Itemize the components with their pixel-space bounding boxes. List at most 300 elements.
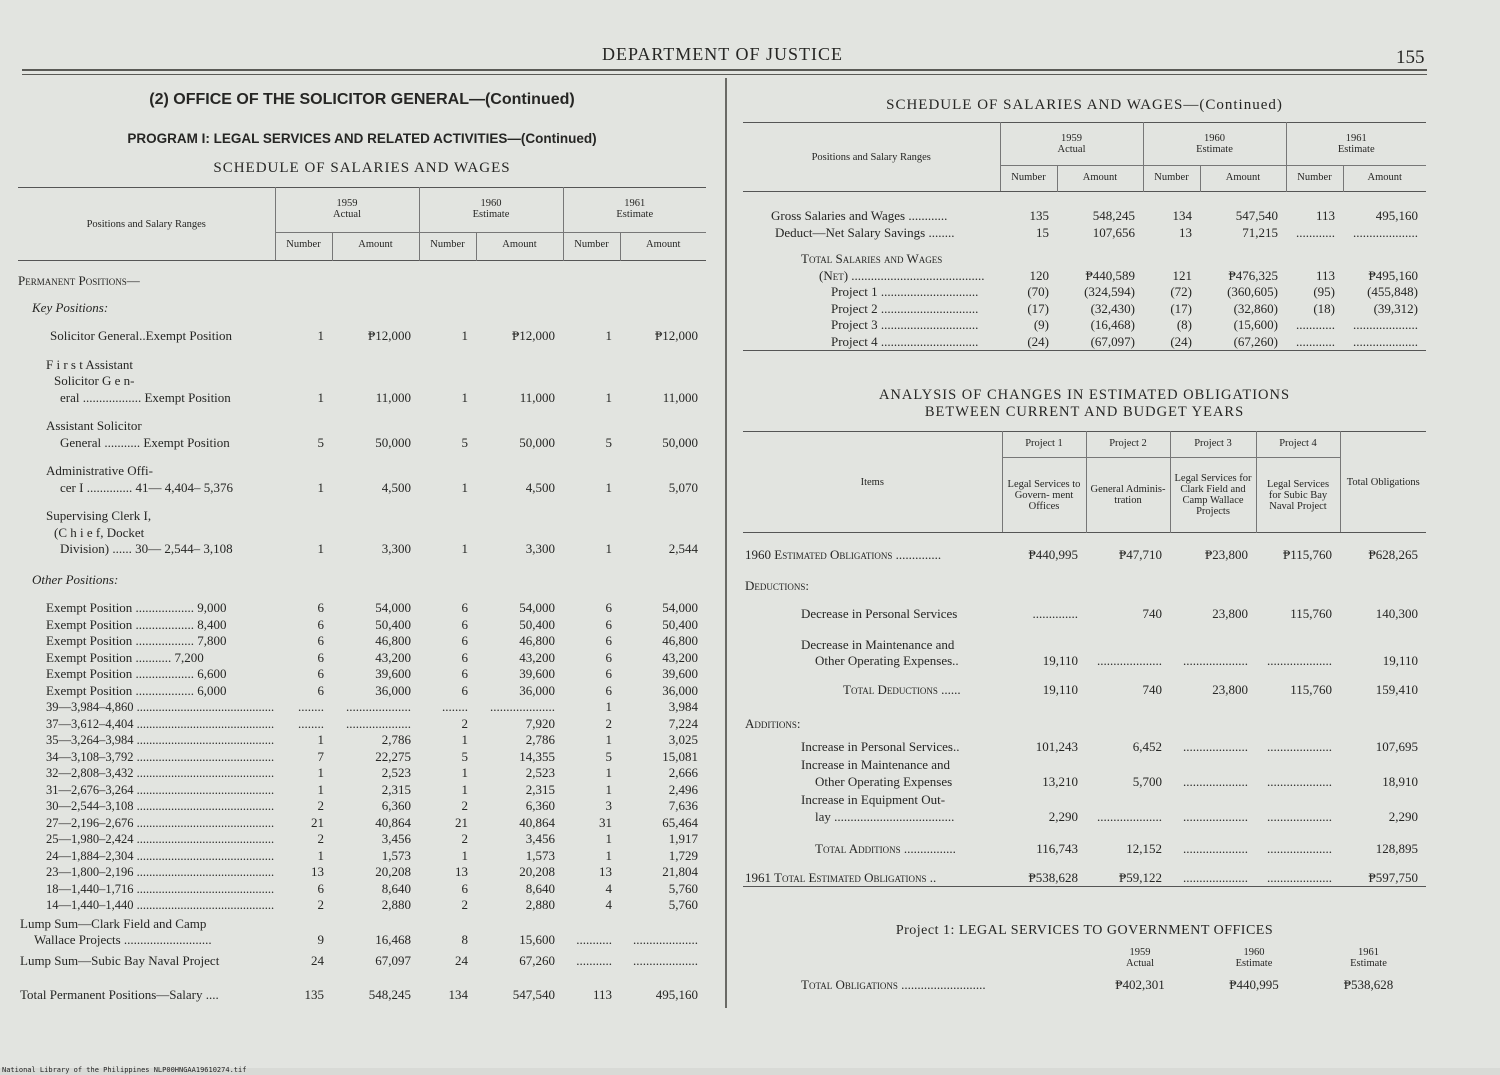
cell-value: 6,360: [525, 798, 555, 813]
items-header: Items: [743, 432, 1002, 533]
page-number: 155: [1396, 47, 1425, 68]
cell-value: 2,496: [668, 781, 698, 797]
row-label: [18, 716, 275, 733]
project-salary-row: [743, 317, 1426, 334]
cell-value: 740: [1142, 681, 1162, 697]
cell-value: ....................: [1267, 773, 1332, 789]
col-amount: Amount: [1057, 166, 1143, 192]
deductions-heading: Deductions:: [745, 577, 809, 593]
row-label: (Net) .........................................: [819, 267, 985, 283]
cell-value: 1: [317, 328, 324, 343]
cell-value: 46,800: [375, 633, 411, 648]
row-label-line: 37—3,612–4,404 ............................................: [46, 716, 275, 731]
cell-value: 115,760: [1290, 606, 1332, 621]
program-title: PROGRAM I: LEGAL SERVICES AND RELATED ACTIVITIES—(Continued): [127, 131, 597, 146]
cell-value: (17): [1027, 300, 1049, 316]
row-label: [18, 749, 275, 766]
cell-value: 2,786: [381, 732, 411, 747]
addition-row: [743, 733, 1426, 756]
row-label-line: Lump Sum—Clark Field and Camp: [20, 915, 207, 931]
page-header-title: DEPARTMENT OF JUSTICE: [602, 44, 843, 64]
cell-value: 14,355: [519, 748, 555, 764]
p1-total-1959: ₱402,301: [1115, 977, 1165, 992]
row-label-line: Exempt Position .................. 6,600: [46, 666, 227, 681]
cell-value: ₱115,760: [1283, 547, 1332, 562]
cell-value: 1: [605, 389, 612, 405]
cell-value: 3,456: [525, 831, 555, 846]
cell-value: (17): [1170, 300, 1192, 316]
cell-value: ....................: [1097, 808, 1162, 824]
cell-value: ...........: [576, 952, 612, 968]
deduction-row: [743, 594, 1426, 623]
cell-value: 1,729: [668, 847, 698, 863]
additions-heading: Additions:: [745, 716, 801, 731]
cell-value: 67,097: [375, 952, 411, 968]
p1-year-1959: 1959 Actual: [1126, 947, 1154, 969]
cell-value: 3,025: [668, 732, 698, 747]
cell-value: ₱628,265: [1368, 547, 1418, 562]
cell-value: 24: [455, 952, 468, 968]
other-position-row: [18, 831, 706, 848]
row-label: Project 2 ..............................: [831, 300, 979, 316]
cell-value: 16,468: [375, 932, 411, 947]
cell-value: 23,800: [1212, 606, 1248, 621]
row-label-line: Lump Sum—Subic Bay Naval Project: [20, 952, 220, 968]
cell-value: (360,605): [1227, 284, 1278, 299]
row-label-line: 30—2,544–3,108 ............................................: [46, 799, 275, 813]
cell-value: 15,600: [519, 932, 555, 947]
cell-value: (324,594): [1084, 284, 1135, 299]
cell-value: ............: [1296, 317, 1335, 332]
cell-value: 36,000: [662, 682, 698, 698]
row-label: Project 4 ..............................: [831, 333, 979, 349]
col-amount: Amount: [1200, 166, 1286, 192]
header-rule-thin: [22, 74, 1427, 75]
cell-value: 121: [1172, 267, 1192, 283]
total-additions-row: [743, 825, 1426, 858]
col-amount: Amount: [620, 233, 706, 261]
cell-value: 2,315: [381, 781, 411, 797]
row-label: Project 1 ..............................: [831, 284, 979, 299]
col-positions-header: Positions and Salary Ranges: [18, 188, 275, 261]
cell-value: 1: [461, 781, 468, 797]
col-number: Number: [563, 233, 620, 261]
row-label-line: (C h i e f, Docket: [54, 524, 145, 540]
cell-value: 15: [1036, 224, 1049, 240]
cell-value: 6: [605, 682, 612, 698]
cell-value: 43,200: [519, 649, 555, 665]
cell-value: ....................: [1353, 224, 1418, 240]
row-label-line: 31—2,676–3,264 ............................................: [46, 782, 275, 797]
other-position-row: [18, 897, 706, 914]
row-label-line: 32—2,808–3,432 ............................................: [46, 766, 275, 780]
cell-value: 24: [311, 952, 324, 968]
cell-value: 40,864: [375, 814, 411, 830]
cell-value: ....................: [1353, 317, 1418, 332]
row-label-line: F i r s t Assistant: [46, 356, 134, 372]
cell-value: 1: [461, 847, 468, 863]
cell-value: 11,000: [519, 389, 555, 405]
cell-value: 159,410: [1375, 681, 1418, 697]
cell-value: 140,300: [1375, 606, 1418, 621]
cell-value: ....................: [1267, 738, 1332, 754]
row-label: [18, 650, 275, 667]
cell-value: 54,000: [375, 600, 411, 615]
cell-value: (67,260): [1233, 333, 1278, 349]
row-label: [743, 594, 1002, 623]
row-label-line: Exempt Position .................. 7,800: [46, 633, 227, 648]
cell-value: 6: [461, 880, 468, 896]
cell-value: 50,400: [662, 616, 698, 632]
cell-value: 39,600: [375, 666, 411, 681]
cell-value: (67,097): [1090, 333, 1135, 349]
year-1959-header: 1959 Actual: [275, 188, 419, 233]
year-1961-header: 1961 Estimate: [1286, 123, 1426, 166]
other-position-row: [18, 798, 706, 815]
cell-value: 6: [461, 616, 468, 632]
row-label-line: lay .....................................: [815, 808, 955, 824]
col-number: Number: [275, 233, 332, 261]
key-position-row: [18, 451, 706, 496]
cell-value: 54,000: [662, 600, 698, 615]
cell-value: 3,300: [525, 541, 555, 556]
row-label: [18, 451, 275, 496]
cell-value: 8,640: [381, 880, 411, 896]
other-position-row: [18, 666, 706, 683]
other-position-row: [18, 864, 706, 881]
cell-value: 6,452: [1132, 738, 1162, 754]
key-position-row: [18, 496, 706, 558]
col-number: Number: [1000, 166, 1057, 192]
cell-value: ....................: [1353, 333, 1418, 349]
key-position-row: [18, 345, 706, 407]
cell-value: 2: [317, 897, 324, 912]
row-label: [18, 699, 275, 716]
row-label: [18, 864, 275, 881]
schedule-title: SCHEDULE OF SALARIES AND WAGES: [213, 160, 511, 176]
cell-value: 5,760: [668, 897, 698, 912]
row-label: [18, 406, 275, 451]
cell-value: (39,312): [1373, 300, 1418, 316]
year-1959-header: 1959 Actual: [1000, 123, 1143, 166]
cell-value: 115,760: [1290, 681, 1332, 697]
cell-value: 101,243: [1035, 738, 1078, 754]
cell-value: 6: [461, 600, 468, 615]
cell-value: 116,743: [1036, 841, 1078, 856]
other-position-row: [18, 633, 706, 650]
cell-value: 2,523: [381, 765, 411, 780]
cell-value: 2,290: [1388, 808, 1418, 824]
cell-value: 135: [1029, 208, 1049, 223]
cell-value: 1: [317, 732, 324, 747]
total-permanent-row: [18, 969, 706, 1004]
row-label: [743, 623, 1002, 670]
cell-value: ....................: [1183, 738, 1248, 754]
cell-value: 6: [605, 666, 612, 681]
cell-value: ........: [298, 699, 324, 714]
cell-value: (9): [1033, 317, 1049, 332]
project-4-header: Project 4: [1256, 432, 1340, 458]
addition-row: [743, 790, 1426, 825]
cell-value: 20,208: [519, 864, 555, 879]
project-1-desc: Legal Services to Govern- ment Offices: [1002, 458, 1086, 533]
cell-value: ₱12,000: [512, 328, 555, 343]
cell-value: (24): [1027, 333, 1049, 349]
cell-value: 1: [317, 479, 324, 495]
row-label: [18, 617, 275, 634]
row-label-line: 1961 Total Estimated Obligations ..: [745, 869, 937, 885]
cell-value: 54,000: [519, 600, 555, 615]
row-label-line: Increase in Personal Services..: [801, 738, 960, 754]
row-label: [18, 798, 275, 815]
row-label: Gross Salaries and Wages ............: [771, 208, 948, 223]
p1-total-1960: ₱440,995: [1229, 977, 1279, 992]
salary-summary-row: [743, 192, 1426, 225]
salary-schedule-table: [18, 187, 706, 1004]
row-label-line: eral .................. Exempt Position: [60, 389, 231, 405]
cell-value: 2,315: [525, 781, 555, 797]
cell-value: 2,666: [668, 765, 698, 780]
cell-value: (70): [1027, 284, 1049, 299]
total-salaries-heading: Total Salaries and Wages: [801, 251, 943, 266]
project-3-header: Project 3: [1170, 432, 1256, 458]
cell-value: 3,984: [668, 699, 698, 714]
cell-value: 7,920: [525, 715, 555, 731]
cell-value: 2: [461, 897, 468, 912]
cell-value: ....................: [1267, 808, 1332, 824]
cell-value: 36,000: [375, 682, 411, 698]
other-position-row: [18, 588, 706, 617]
row-label: Project 3 ..............................: [831, 317, 979, 332]
cell-value: 740: [1142, 606, 1162, 621]
row-label-line: Increase in Equipment Out-: [801, 792, 946, 807]
cell-value: ..............: [1032, 606, 1078, 621]
year-1960-header: 1960 Estimate: [1143, 123, 1286, 166]
cell-value: 107,656: [1092, 224, 1135, 240]
row-label: [18, 765, 275, 782]
row-label: [18, 345, 275, 407]
lump-sum-row: [18, 949, 706, 970]
project-4-desc: Legal Services for Subic Bay Naval Project: [1256, 458, 1340, 533]
col-amount: Amount: [332, 233, 419, 261]
cell-value: 1,917: [668, 831, 698, 846]
cell-value: ....................: [1183, 773, 1248, 789]
row-label: [18, 782, 275, 799]
row-label-line: Other Operating Expenses..: [815, 653, 959, 668]
cell-value: 1: [605, 831, 612, 846]
row-label: [18, 588, 275, 617]
cell-value: 2: [317, 831, 324, 846]
cell-value: 2: [461, 798, 468, 813]
cell-value: (32,430): [1090, 300, 1135, 316]
row-label: [18, 848, 275, 865]
cell-value: (8): [1176, 317, 1192, 332]
row-label-line: Increase in Maintenance and: [801, 757, 951, 772]
key-position-row: [18, 316, 706, 345]
row-label-line: Exempt Position .................. 9,000: [46, 600, 227, 615]
other-position-row: [18, 881, 706, 898]
row-label: [18, 732, 275, 749]
row-label: [18, 897, 275, 914]
cell-value: 6: [317, 880, 324, 896]
cell-value: 19,110: [1042, 653, 1078, 668]
cell-value: 6: [605, 649, 612, 665]
cell-value: 7,636: [668, 798, 698, 813]
salary-summary-table: [743, 122, 1426, 351]
cell-value: 13: [455, 864, 468, 879]
total-value: 548,245: [368, 987, 411, 1002]
cell-value: ........: [298, 715, 324, 731]
project-salary-row: [743, 301, 1426, 318]
cell-value: 2: [461, 715, 468, 731]
year-1960-header: 1960 Estimate: [419, 188, 563, 233]
cell-value: 2,786: [525, 732, 555, 747]
header-rule: [22, 69, 1427, 71]
col-positions-header: Positions and Salary Ranges: [743, 123, 1000, 192]
cell-value: 5,700: [1132, 773, 1162, 789]
cell-value: ₱23,800: [1205, 547, 1248, 562]
cell-value: 6: [461, 666, 468, 681]
cell-value: 5,070: [668, 479, 698, 495]
cell-value: 5: [605, 434, 612, 450]
cell-value: 1: [461, 732, 468, 747]
row-label: [18, 633, 275, 650]
cell-value: 1: [605, 732, 612, 747]
cell-value: ....................: [1183, 808, 1248, 824]
total-value: 547,540: [512, 987, 555, 1002]
cell-value: 120: [1029, 267, 1049, 283]
right-column: [743, 85, 1426, 994]
cell-value: 19,110: [1382, 653, 1418, 668]
project-1-title: Project 1: LEGAL SERVICES TO GOVERNMENT OFFICES: [895, 923, 1274, 938]
cell-value: 1: [317, 847, 324, 863]
cell-value: 495,160: [1375, 208, 1418, 223]
row-label: [743, 790, 1002, 825]
cell-value: 1,573: [525, 847, 555, 863]
cell-value: 2: [461, 831, 468, 846]
row-label: Deduct—Net Salary Savings ........: [775, 224, 955, 240]
project-salary-row: [743, 334, 1426, 351]
cell-value: 15,081: [662, 748, 698, 764]
cell-value: 1: [605, 328, 612, 343]
row-label: [18, 316, 275, 345]
cell-value: 128,895: [1375, 841, 1418, 856]
office-title: (2) OFFICE OF THE SOLICITOR GENERAL—(Continued): [149, 91, 575, 108]
cell-value: 1: [605, 765, 612, 780]
cell-value: 1: [461, 479, 468, 495]
project-2-desc: General Adminis- tration: [1086, 458, 1170, 533]
cell-value: 50,400: [519, 616, 555, 632]
other-position-row: [18, 617, 706, 634]
total-label: Total Permanent Positions—Salary ....: [20, 987, 219, 1002]
key-position-row: [18, 406, 706, 451]
cell-value: 21: [311, 814, 324, 830]
permanent-positions-heading: Permanent Positions—: [18, 273, 140, 288]
cell-value: 113: [1315, 267, 1335, 283]
cell-value: 7,224: [668, 715, 698, 731]
cell-value: 1: [317, 541, 324, 556]
row-label: [743, 533, 1002, 564]
cell-value: 6: [605, 600, 612, 615]
project-1-header: Project 1: [1002, 432, 1086, 458]
cell-value: 4: [605, 880, 612, 896]
addition-row: [743, 755, 1426, 790]
cell-value: 113: [1315, 208, 1335, 223]
other-position-row: [18, 765, 706, 782]
row-label: [18, 914, 275, 949]
cell-value: 3,300: [381, 541, 411, 556]
deduction-row: [743, 623, 1426, 670]
total-obligations-header: Total Obligations: [1340, 432, 1426, 533]
row-label-line: 27—2,196–2,676 ............................................: [46, 815, 275, 830]
cell-value: 1: [461, 541, 468, 556]
cell-value: ....................: [1097, 653, 1162, 668]
cell-value: 3: [605, 798, 612, 813]
col-amount: Amount: [476, 233, 563, 261]
cell-value: 4,500: [381, 479, 411, 495]
cell-value: 2,290: [1048, 808, 1078, 824]
project-salary-row: [743, 284, 1426, 301]
cell-value: ....................: [490, 699, 555, 714]
cell-value: 6: [317, 666, 324, 681]
col-amount: Amount: [1343, 166, 1426, 192]
total-value: 134: [448, 987, 468, 1002]
cell-value: 4: [605, 897, 612, 912]
cell-value: 13: [1179, 224, 1192, 240]
cell-value: 40,864: [519, 814, 555, 830]
cell-value: ....................: [1183, 841, 1248, 856]
cell-value: 46,800: [519, 633, 555, 648]
cell-value: 50,400: [375, 616, 411, 632]
cell-value: ₱440,589: [1085, 267, 1135, 283]
row-label: [18, 666, 275, 683]
row-label: [18, 949, 275, 970]
cell-value: 9: [317, 932, 324, 947]
row-label-line: Solicitor G e n-: [54, 373, 135, 388]
cell-value: (15,600): [1233, 317, 1278, 332]
cell-value: 1: [317, 765, 324, 780]
cell-value: (32,860): [1233, 300, 1278, 316]
row-label-line: Supervising Clerk I,: [46, 508, 152, 523]
cell-value: 2,544: [668, 541, 698, 556]
cell-value: 1: [317, 781, 324, 797]
cell-value: 134: [1172, 208, 1192, 223]
row-label-line: Decrease in Personal Services: [801, 606, 958, 621]
cell-value: ....................: [633, 932, 698, 947]
cell-value: 43,200: [375, 649, 411, 665]
cell-value: 39,600: [519, 666, 555, 681]
cell-value: 7: [317, 748, 324, 764]
row-label: [743, 755, 1002, 790]
row-label-line: Assistant Solicitor: [46, 418, 142, 433]
cell-value: ............: [1296, 224, 1335, 240]
cell-value: 1: [461, 765, 468, 780]
total-deductions-row: [743, 670, 1426, 699]
cell-value: 1: [317, 389, 324, 405]
cell-value: (95): [1313, 284, 1335, 299]
row-label-line: Exempt Position .................. 6,000: [46, 682, 227, 698]
cell-value: 5: [605, 748, 612, 764]
cell-value: ....................: [1267, 653, 1332, 668]
cell-value: 2: [317, 798, 324, 813]
row-label: [18, 831, 275, 848]
cell-value: 8: [461, 932, 468, 947]
cell-value: 2,880: [381, 897, 411, 912]
row-label: [743, 670, 1002, 699]
cell-value: 46,800: [662, 633, 698, 648]
cell-value: 43,200: [662, 649, 698, 665]
cell-value: (24): [1170, 333, 1192, 349]
